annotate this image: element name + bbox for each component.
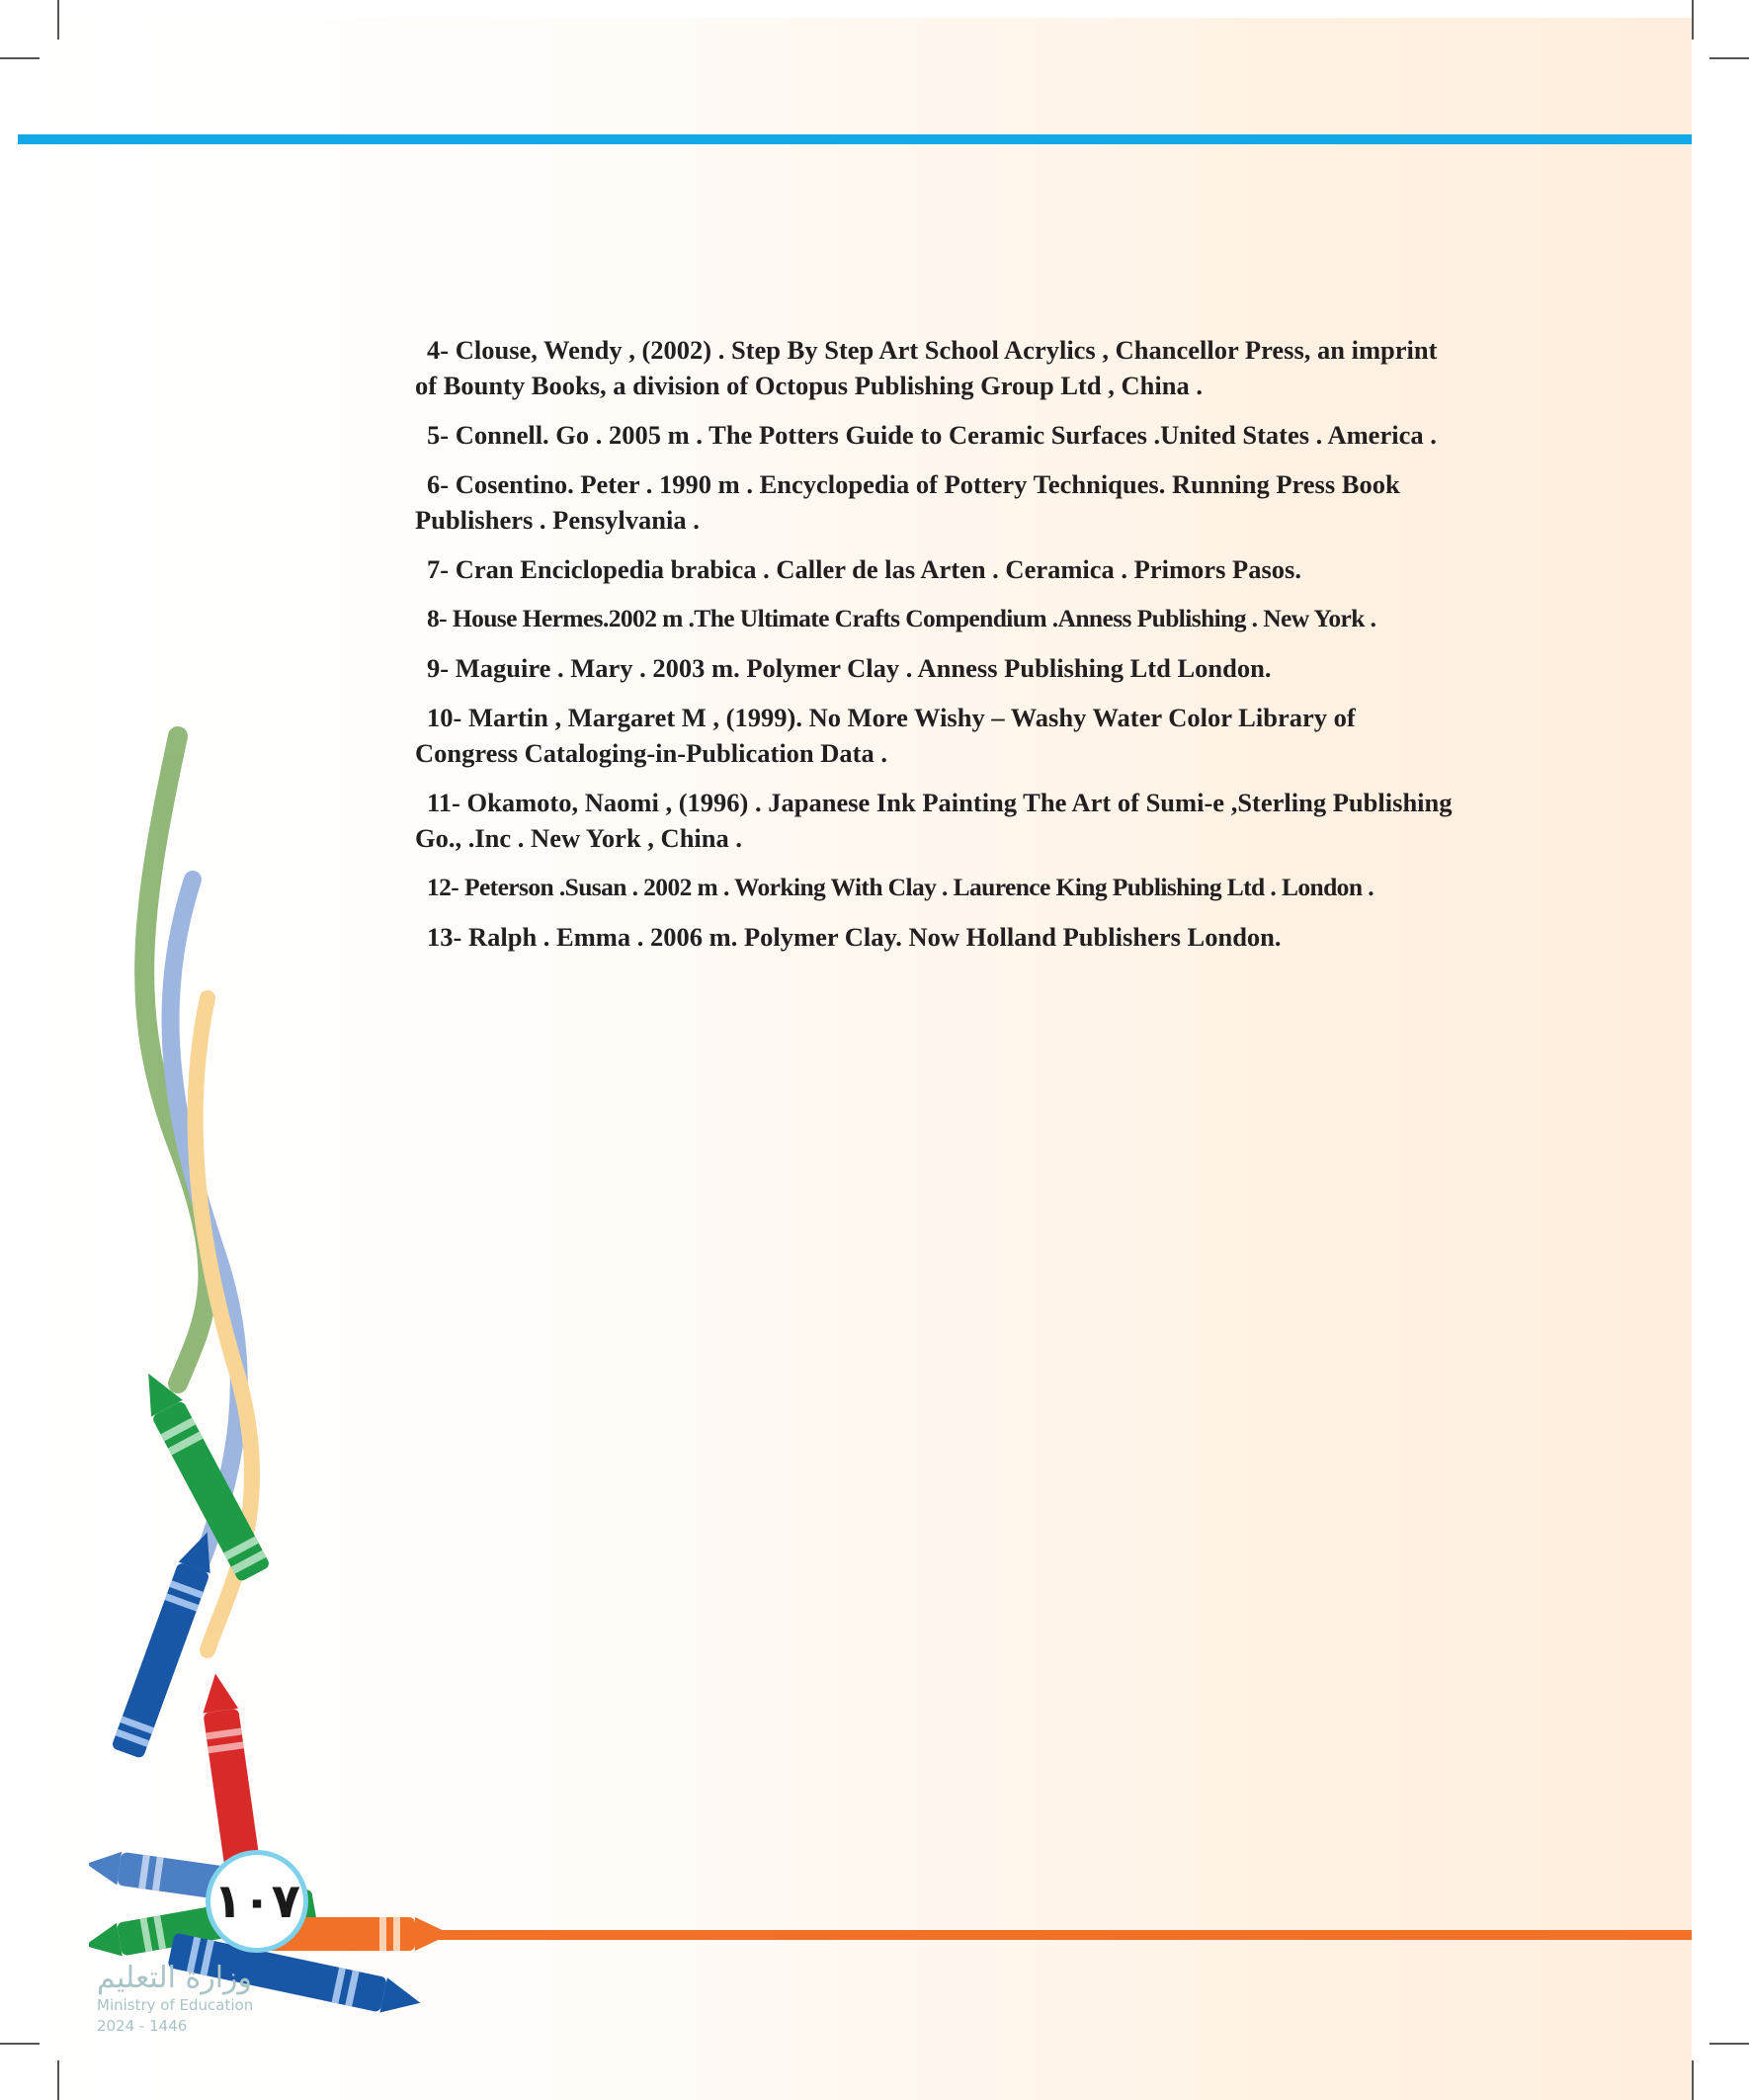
crop-mark-bottom-left-h: [0, 2043, 40, 2045]
crop-mark-top-right-h: [1709, 57, 1749, 59]
reference-item: 12- Peterson .Susan . 2002 m . Working With Clay . Laurence King Publishing Ltd . London .: [427, 873, 1374, 901]
ministry-year: 2024 - 1446: [97, 2017, 188, 2035]
page-number: ١٠٧: [206, 1850, 308, 1953]
ministry-name-arabic: وزارة التعليم: [97, 1961, 253, 1995]
crop-mark-top-right-v: [1692, 0, 1694, 40]
reference-item: 13- Ralph . Emma . 2006 m. Polymer Clay. Now Holland Publishers London.: [427, 922, 1282, 952]
reference-item: 7- Cran Enciclopedia brabica . Caller de las Arten . Ceramica . Primors Pasos.: [427, 554, 1301, 584]
reference-item: 5- Connell. Go . 2005 m . The Potters Guide to Ceramic Surfaces .United States . America .: [427, 420, 1437, 450]
bottom-orange-rule: [415, 1930, 1692, 1940]
reference-item: 11- Okamoto, Naomi , (1996) . Japanese Ink Painting The Art of Sumi-e ,Sterling Publishing Go., .Inc . New York , China .: [415, 788, 1453, 853]
ministry-logo: [97, 1962, 253, 2037]
references-list: [415, 332, 1453, 968]
crop-mark-bottom-right-h: [1709, 2043, 1749, 2045]
ministry-name-english: Ministry of Education: [97, 1996, 254, 2014]
reference-item: 8- House Hermes.2002 m .The Ultimate Crafts Compendium .Anness Publishing . New York .: [427, 604, 1376, 632]
crop-mark-top-left-h: [0, 57, 40, 59]
reference-item: 9- Maguire . Mary . 2003 m. Polymer Clay . Anness Publishing Ltd London.: [427, 653, 1272, 683]
crop-mark-bottom-right-v: [1692, 2060, 1694, 2100]
top-blue-rule: [18, 134, 1692, 144]
crayons-illustration: [89, 721, 464, 2026]
crop-mark-bottom-left-v: [57, 2060, 59, 2100]
reference-item: 4- Clouse, Wendy , (2002) . Step By Step Art School Acrylics , Chancellor Press, an imprint of Bounty Books, a division of Octopus Publishing Group Ltd , China .: [415, 335, 1438, 400]
reference-item: 10- Martin , Margaret M , (1999). No More Wishy – Washy Water Color Library of Congress Cataloging-in-Publication Data .: [415, 703, 1356, 768]
reference-item: 6- Cosentino. Peter . 1990 m . Encyclopedia of Pottery Techniques. Running Press Book Publishers . Pensylvania .: [415, 469, 1400, 535]
crop-mark-top-left-v: [57, 0, 59, 40]
